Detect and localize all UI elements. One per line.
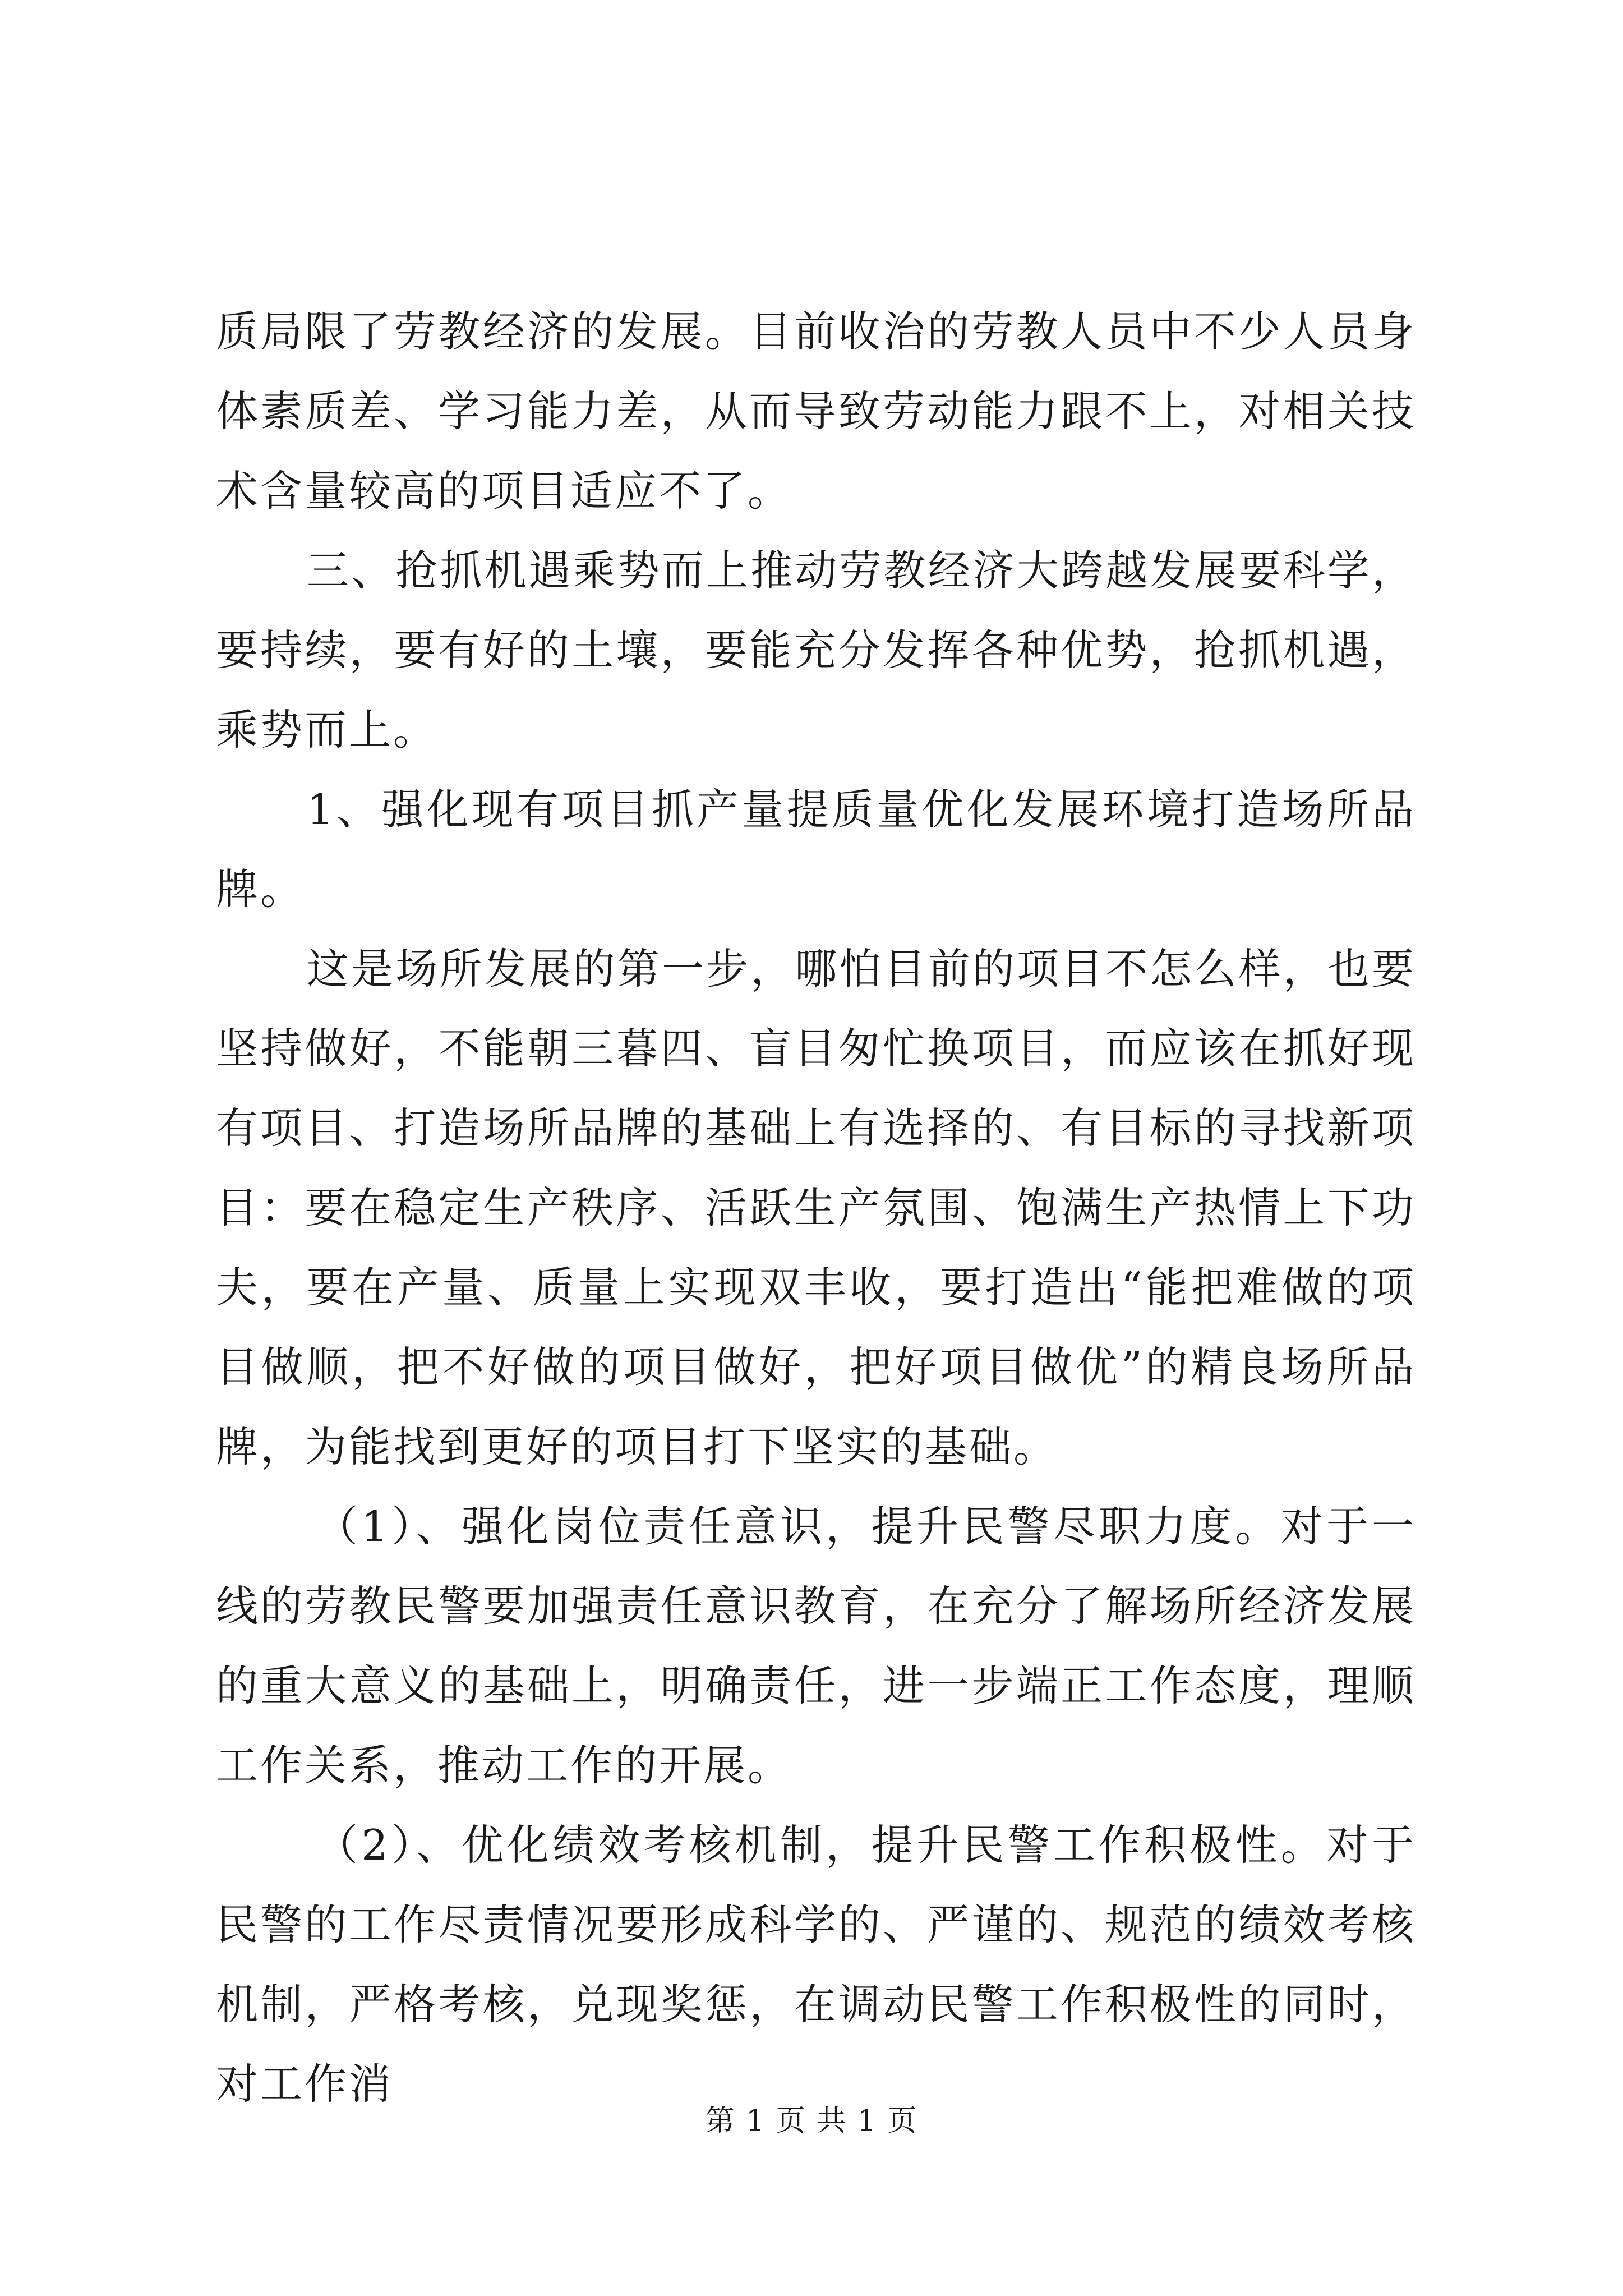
item-paragraph-1: （1）、强化岗位责任意识，提升民警尽职力度。对于一线的劳教民警要加强责任意识教育，在充分了解场所经济发展的重大意义的基础上，明确责任，进一步端正工作态度，理顺工作关系，推动工作的开展。 — [216, 1502, 1416, 1790]
item-paragraph-2: （2）、优化绩效考核机制，提升民警工作积极性。对于民警的工作尽责情况要形成科学的、严谨的、规范的绩效考核机制，严格考核，兑现奖惩，在调动民警工作积极性的同时，对工作消 — [216, 1820, 1416, 2109]
body-paragraph: 这是场所发展的第一步，哪怕目前的项目不怎么样，也要坚持做好，不能朝三暮四、盲目匆忙换项目，而应该在抓好现有项目、打造场所品牌的基础上有选择的、有目标的寻找新项目：要在稳定生产秩序、活跃生产氛围、饱满生产热情上下功夫，要在产量、质量上实现双丰收，要打造出“能把难做的项目做顺，把不好做的项目做好，把好项目做优”的精良场所品牌，为能找到更好的项目打下坚实的基础。 — [216, 944, 1416, 1471]
paragraph-continuation: 质局限了劳教经济的发展。目前收治的劳教人员中不少人员身体素质差、学习能力差，从而导致劳动能力跟不上，对相关技术含量较高的项目适应不了。 — [216, 307, 1416, 516]
subsection-heading: 1、强化现有项目抓产量提质量优化发展环境打造场所品牌。 — [216, 785, 1416, 914]
section-heading-paragraph: 三、抢抓机遇乘势而上推动劳教经济大跨越发展要科学，要持续，要有好的土壤，要能充分发挥各种优势，抢抓机遇，乘势而上。 — [216, 546, 1416, 754]
page-footer: 第 1 页 共 1 页 — [705, 2104, 918, 2138]
document-body — [216, 292, 1416, 2124]
